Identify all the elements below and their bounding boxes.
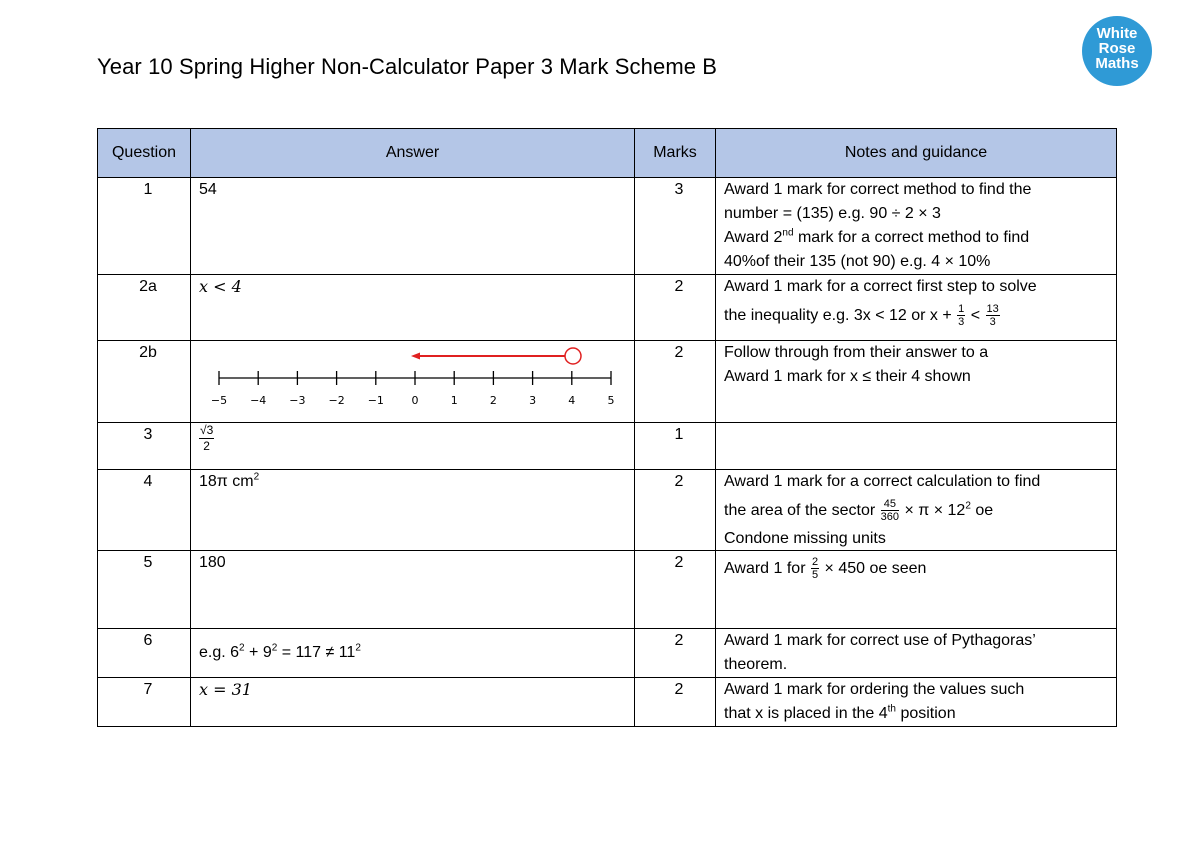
header-marks: Marks xyxy=(635,129,716,178)
answer-cell: $\frac{√3}{2}$ xyxy=(191,423,635,470)
marks-cell: 2 xyxy=(635,629,716,678)
note-line: Award 1 mark for correct use of Pythagoras’ xyxy=(724,632,1036,649)
note-line: Award 1 mark for a correct first step to solve xyxy=(724,278,1037,295)
marks-cell: 2 xyxy=(635,551,716,629)
tick-label: −1 xyxy=(367,394,384,407)
mark-scheme-table xyxy=(97,128,1117,727)
tick-label: 3 xyxy=(529,394,537,407)
table-row xyxy=(98,678,1117,727)
tick-label: 5 xyxy=(607,394,615,407)
question-number: 4 xyxy=(98,470,191,551)
answer-cell: 180 xyxy=(191,551,635,629)
table-row xyxy=(98,341,1117,423)
question-number: 3 xyxy=(98,423,191,470)
note-line: Award 1 for $\frac{2}{5}$ × 450 oe seen xyxy=(724,556,927,582)
notes-cell xyxy=(716,629,1117,678)
table-row xyxy=(98,470,1117,551)
marks-cell: 2 xyxy=(635,678,716,727)
tick-label: −2 xyxy=(328,394,345,407)
logo-line-3: Maths xyxy=(1095,55,1139,72)
marks-cell: 2 xyxy=(635,275,716,341)
question-number: 2b xyxy=(98,341,191,423)
notes-cell xyxy=(716,423,1117,470)
table-row xyxy=(98,275,1117,341)
table-row xyxy=(98,629,1117,678)
page-title: Year 10 Spring Higher Non-Calculator Paper 3 Mark Scheme B xyxy=(97,54,718,79)
table-row xyxy=(98,551,1117,629)
answer-cell xyxy=(191,341,635,423)
tick-label: 2 xyxy=(489,394,497,407)
answer-cell: 54 xyxy=(191,178,635,275)
tick-label: 4 xyxy=(568,394,576,407)
question-number: 5 xyxy=(98,551,191,629)
question-number: 1 xyxy=(98,178,191,275)
note-line: 40%of their 135 (not 90) e.g. 4 × 10% xyxy=(724,253,991,270)
tick-label: −3 xyxy=(289,394,306,407)
solution-arrowhead xyxy=(411,353,420,360)
note-line: Award 2nd mark for a correct method to find xyxy=(724,227,1030,246)
logo-line-1: White xyxy=(1096,25,1138,42)
note-line: Award 1 mark for a correct calculation to find xyxy=(724,473,1041,490)
header-answer: Answer xyxy=(191,129,635,178)
table-header-row xyxy=(98,129,1117,178)
tick-label: 1 xyxy=(450,394,458,407)
answer-cell: x = 31 xyxy=(191,678,635,727)
marks-cell: 1 xyxy=(635,423,716,470)
logo-line-2: Rose xyxy=(1098,40,1136,57)
question-number: 6 xyxy=(98,629,191,678)
marks-cell: 3 xyxy=(635,178,716,275)
notes-cell xyxy=(716,678,1117,727)
question-number: 2a xyxy=(98,275,191,341)
note-line: Award 1 mark for x ≤ their 4 shown xyxy=(724,368,971,385)
tick-label: −4 xyxy=(250,394,267,407)
marks-cell: 2 xyxy=(635,470,716,551)
notes-cell xyxy=(716,275,1117,341)
note-line: that x is placed in the 4th position xyxy=(724,703,956,722)
note-line: Condone missing units xyxy=(724,530,886,547)
marks-cell: 2 xyxy=(635,341,716,423)
header-notes: Notes and guidance xyxy=(716,129,1117,178)
table-row xyxy=(98,178,1117,275)
note-line: Award 1 mark for correct method to find the xyxy=(724,181,1032,198)
open-circle xyxy=(565,348,581,364)
answer-cell: x < 4 xyxy=(191,275,635,341)
answer-cell: 18π $cm^2$ xyxy=(191,470,635,551)
note-line: the inequality e.g. 3x < 12 or x + $\frac{1}{3}$ < $\frac{13}{3}$ xyxy=(724,303,999,329)
tick-label: −5 xyxy=(210,394,228,407)
note-line: Follow through from their answer to a xyxy=(724,344,989,361)
number-line xyxy=(199,341,619,419)
note-line: theorem. xyxy=(724,656,788,673)
header-question: Question xyxy=(98,129,191,178)
notes-cell xyxy=(716,551,1117,629)
notes-cell xyxy=(716,470,1117,551)
tick-marks xyxy=(211,371,615,407)
answer-cell: e.g. $6^2 + 9^2 = 117 \ne 11^2$ xyxy=(191,629,635,678)
table-row xyxy=(98,423,1117,470)
white-rose-maths-logo xyxy=(1082,16,1152,86)
question-number: 7 xyxy=(98,678,191,727)
notes-cell xyxy=(716,178,1117,275)
notes-cell xyxy=(716,341,1117,423)
tick-label: 0 xyxy=(411,394,419,407)
note-line: Award 1 mark for ordering the values such xyxy=(724,681,1025,698)
note-line: the area of the sector $\frac{45}{360}$ × $\pi \times 12^2$ oe xyxy=(724,498,994,524)
note-line: number = (135) e.g. 90 ÷ 2 × 3 xyxy=(724,205,941,222)
